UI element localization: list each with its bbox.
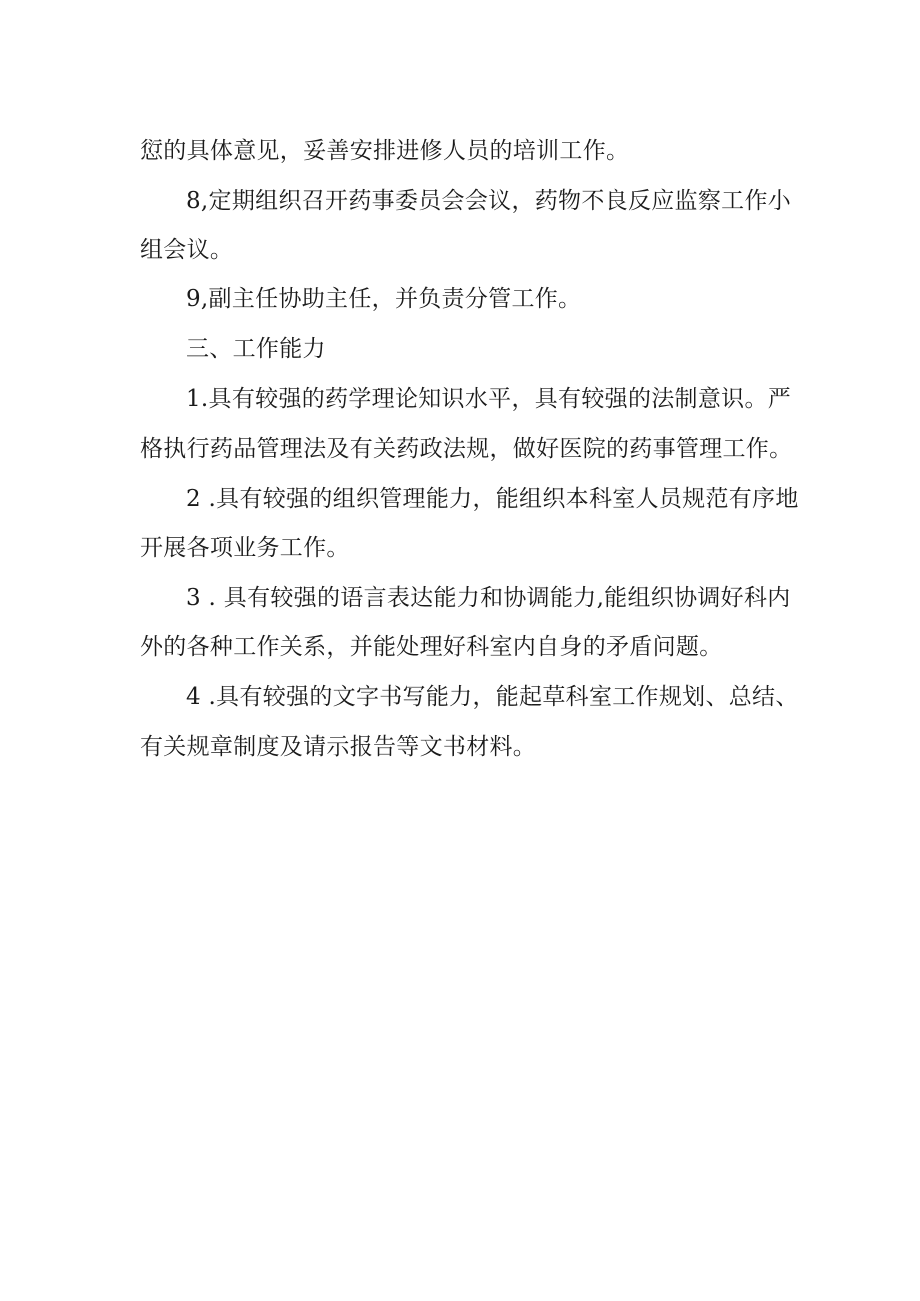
text-line: 有关规章制度及请示报告等文书材料。 xyxy=(140,734,537,760)
text-line: 8,定期组织召开药事委员会会议，药物不良反应监察工作小 xyxy=(186,188,792,214)
text-line: 3 . 具有较强的语言表达能力和协调能力,能组织协调好科内 xyxy=(186,585,791,611)
text-line: 开展各项业务工作。 xyxy=(140,535,350,561)
text-line: 1.具有较强的药学理论知识水平，具有较强的法制意识。严 xyxy=(186,386,792,412)
text-line: 组会议。 xyxy=(140,237,234,263)
text-line: 愆的具体意见，妥善安排进修人员的培训工作。 xyxy=(140,138,630,164)
text-line: 2 .具有较强的组织管理能力，能组织本科室人员规范有序地 xyxy=(186,486,799,512)
text-line: 4 .具有较强的文字书写能力，能起草科室工作规划、总结、 xyxy=(186,684,799,710)
text-line: 外的各种工作关系，并能处理好科室内自身的矛盾问题。 xyxy=(140,634,723,660)
text-line: 9,副主任协助主任，并负责分管工作。 xyxy=(186,286,582,312)
section-heading: 三、工作能力 xyxy=(186,336,326,362)
text-line: 格执行药品管理法及有关药政法规，做好医院的药事管理工作。 xyxy=(140,436,793,462)
